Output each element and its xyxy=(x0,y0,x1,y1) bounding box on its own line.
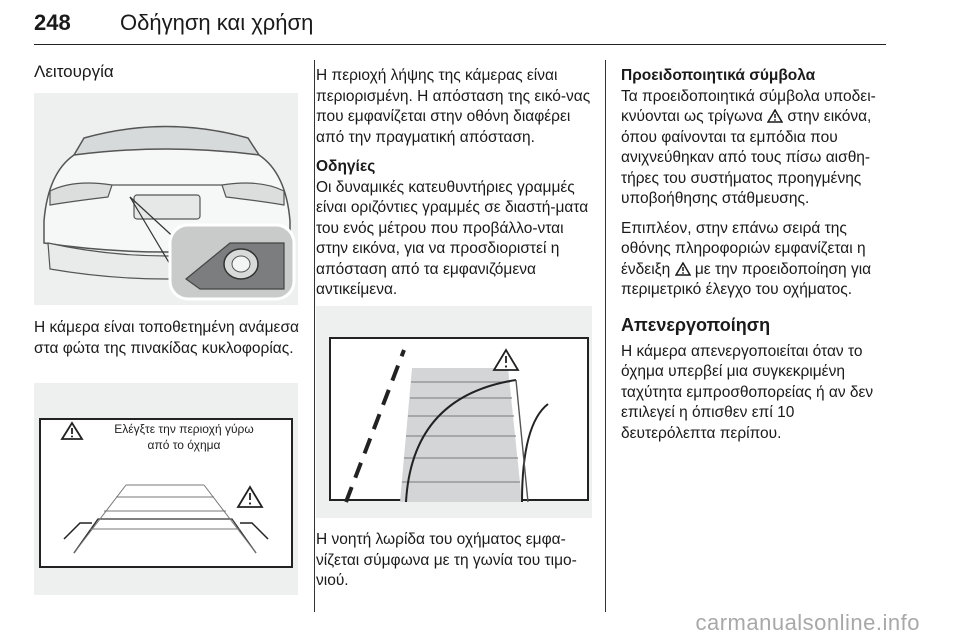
warning-triangle-icon xyxy=(675,262,691,276)
warning-symbols-heading: Προειδοποιητικά σύμβολα xyxy=(621,67,816,84)
info-display-text-b: με την προειδοποίηση για περιμετρικό έλεγχο του οχήματος. xyxy=(621,260,872,298)
page-number: 248 xyxy=(34,10,71,35)
column-divider xyxy=(605,60,606,612)
column-divider xyxy=(314,60,315,612)
figure-caption-block xyxy=(316,530,592,592)
right-column xyxy=(621,66,887,444)
warning-symbols-paragraph xyxy=(621,87,887,210)
display-screen-figure xyxy=(34,383,298,595)
guides-paragraph: Οι δυναμικές κατευθυντήριες γραμμές είναι οριζόντιες γραμμές σε διαστή-ματα του ενός μέτρου που προβάλλο-νται στην εικόνα, για να προσδιοριστεί η απόσταση από τα εμφανιζόμενα αντικείμενα. xyxy=(316,178,589,298)
warning-symbols-text-b: στην εικόνα, όπου φαίνονται τα εμπόδια που ανιχνεύθηκαν από τους πίσω αισθη-τήρες του συστήματος προηγμένης υποβοήθησης στάθμευσης. xyxy=(621,108,872,207)
guides-heading: Οδηγίες xyxy=(316,158,376,175)
deactivation-paragraph: Η κάμερα απενεργοποιείται όταν το όχημα υπερβεί μια συγκεκριμένη ταχύτητα εμπροσθοπορείας ή αν δεν επιλεγεί η όπισθεν επί 10 δευτερόλεπτα περίπου. xyxy=(621,342,874,442)
watermark: carmanualsonline.info xyxy=(695,610,920,635)
screen-warning-line2: από το όχημα xyxy=(147,438,221,452)
page-title: Οδήγηση και χρήση xyxy=(120,10,314,35)
camera-caption: Η κάμερα είναι τοποθετημένη ανάμεσα στα φώτα της πινακίδας κυκλοφορίας. xyxy=(34,319,299,357)
lane-caption: Η νοητή λωρίδα του οχήματος εμφα-νίζεται σύμφωνα με τη γωνία του τιμο-νιού. xyxy=(316,531,577,589)
car-rear-camera-figure xyxy=(34,93,298,305)
middle-column xyxy=(316,66,592,301)
figure-caption-block xyxy=(34,318,302,359)
guide-lines-figure xyxy=(316,306,592,518)
left-column xyxy=(34,62,302,86)
guide-lines-illustration xyxy=(316,306,592,518)
camera-range-paragraph: Η περιοχή λήψης της κάμερας είναι περιορισμένη. Η απόσταση της εικό-νας που εμφανίζεται στην οθόνη διαφέρει από την πραγματική απόσταση. xyxy=(316,67,591,146)
info-display-text-a: Επιπλέον, στην επάνω σειρά της οθόνης πληροφοριών εμφανίζεται η ένδειξη xyxy=(621,219,866,278)
screen-warning-line1: Ελέγξτε την περιοχή γύρω xyxy=(114,422,254,436)
info-display-paragraph xyxy=(621,219,887,301)
display-screen-illustration xyxy=(34,383,298,595)
warning-triangle-icon xyxy=(767,109,783,123)
deactivation-heading: Απενεργοποίηση xyxy=(621,314,771,335)
warning-symbols-text-a: Τα προειδοποιητικά σύμβολα υποδει-κνύονται ως τρίγωνα xyxy=(621,87,876,125)
car-rear-illustration xyxy=(34,93,298,305)
section-title: Λειτουργία xyxy=(34,62,114,81)
page-header xyxy=(34,6,886,45)
